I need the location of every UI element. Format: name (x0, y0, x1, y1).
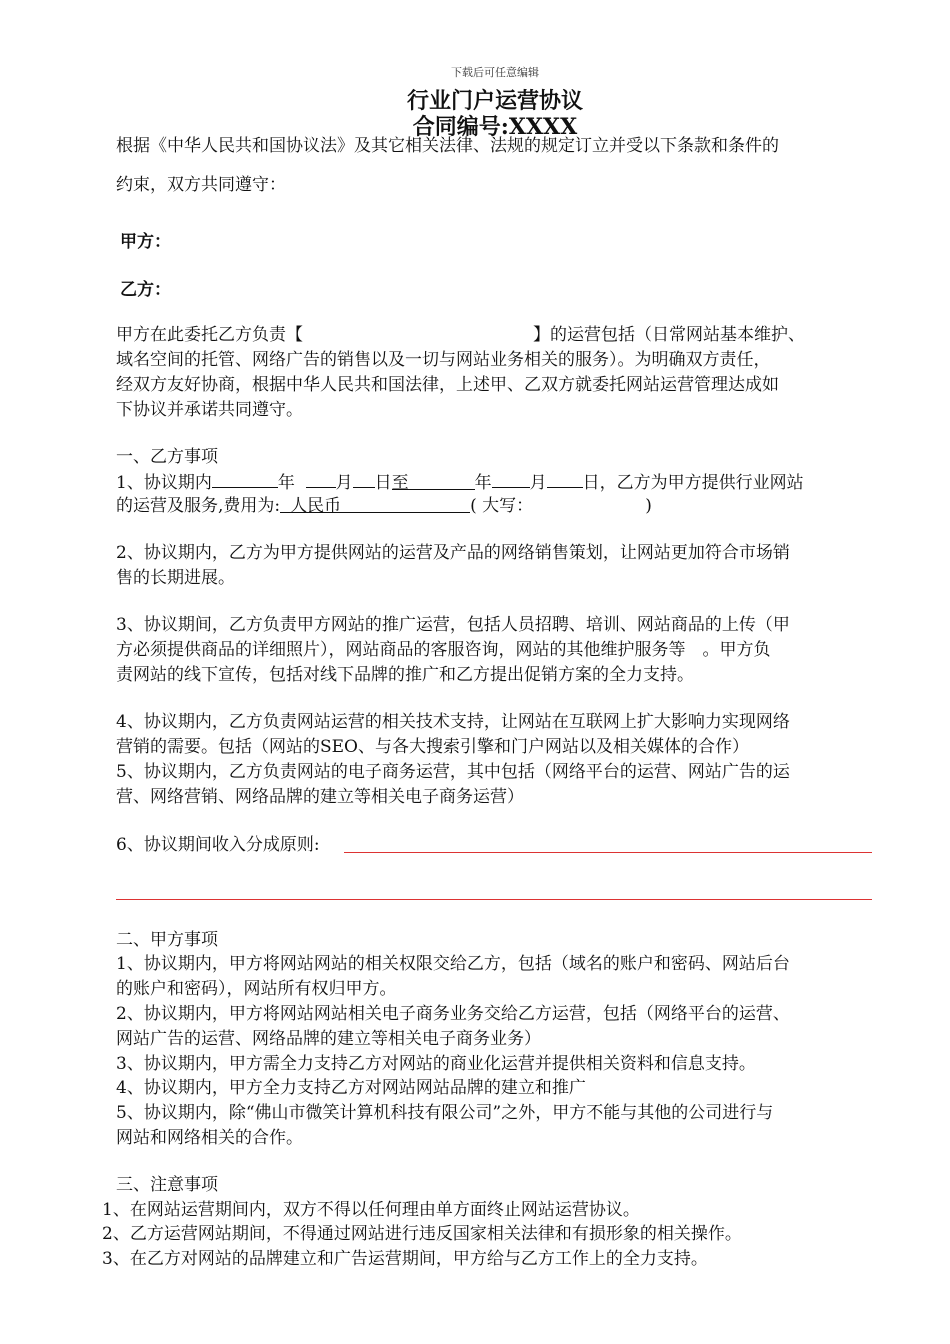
sec2-line: 网站和网络相关的合作。 (116, 1128, 303, 1148)
revenue-share-blank-line-1[interactable] (344, 852, 872, 853)
sec3-line: 3、在乙方对网站的品牌建立和广告运营期间，甲方给与乙方工作上的全力支持。 (102, 1249, 708, 1269)
sec2-line: 4、协议期内，甲方全力支持乙方对网站网站品牌的建立和推广 (116, 1078, 586, 1098)
item-3-line-1: 3、协议期间，乙方负责甲方网站的推广运营，包括人员招聘、培训、网站商品的上传（甲 (116, 615, 790, 635)
sec3-line: 1、在网站运营期间内，双方不得以任何理由单方面终止网站运营协议。 (102, 1200, 640, 1220)
close-paren: ) (645, 496, 652, 516)
section-3-heading: 三、注意事项 (116, 1175, 218, 1195)
intro-line-2: 约束，双方共同遵守： (116, 175, 286, 195)
section-1-heading: 一、乙方事项 (116, 447, 218, 467)
start-year-blank[interactable] (212, 469, 278, 488)
end-month-label: 月 (529, 473, 547, 493)
amount-in-words-label: ( 大写： (470, 496, 534, 516)
section-2-heading: 二、甲方事项 (116, 930, 218, 950)
start-month-blank[interactable] (306, 469, 336, 488)
revenue-share-blank-line-2[interactable] (116, 899, 872, 900)
item-6-revenue-share: 6、协议期间收入分成原则: (116, 835, 320, 855)
intro-line-1: 根据《中华人民共和国协议法》及其它相关法律、法规的规定订立并受以下条款和条件的 (116, 136, 779, 156)
term-line (116, 469, 804, 495)
sec2-line: 的账户和密码），网站所有权归甲方。 (116, 979, 397, 999)
delegation-line-1 (116, 323, 805, 347)
party-a-label: 甲方： (120, 232, 171, 252)
sec3-line: 2、乙方运营网站期间，不得通过网站进行违反国家相关法律和有损形象的相关操作。 (102, 1224, 742, 1244)
item-2-line-1: 2、协议期内，乙方为甲方提供网站的运营及产品的网络销售策划，让网站更加符合市场销 (116, 543, 790, 563)
sec2-line: 1、协议期内，甲方将网站网站的相关权限交给乙方，包括（域名的账户和密码、网站后台 (116, 954, 790, 974)
term-suffix: 日，乙方为甲方提供行业网站 (582, 473, 804, 493)
delegation-line-3: 经双方友好协商，根据中华人民共和国法律，上述甲、乙双方就委托网站运营管理达成如 (116, 375, 779, 395)
document-title: 行业门户运营协议 (406, 88, 583, 114)
sec2-line: 网站广告的运营、网络品牌的建立等相关电子商务业务） (116, 1029, 541, 1049)
party-b-label: 乙方： (120, 280, 171, 300)
end-day-blank[interactable] (547, 469, 583, 488)
start-day-blank[interactable] (353, 469, 375, 488)
rmb-label: 人民币 (290, 496, 342, 516)
day-label: 日 (374, 473, 392, 493)
item-2-line-2: 售的长期进展。 (116, 568, 235, 588)
term-prefix: 1、协议期内 (116, 473, 212, 493)
fee-line (116, 494, 652, 518)
delegation-line-4: 下协议并承诺共同遵守。 (116, 400, 303, 420)
sec2-line: 2、协议期内，甲方将网站网站相关电子商务业务交给乙方运营，包括（网络平台的运营、 (116, 1004, 790, 1024)
to-label: 至 (392, 471, 475, 490)
end-year-label: 年 (474, 473, 492, 493)
item-3-line-2: 方必须提供商品的详细照片），网站商品的客服咨询，网站的其他维护服务等 。甲方负 (116, 640, 771, 660)
contract-number: 合同编号:XXXX (412, 114, 578, 140)
item-4-line-1: 4、协议期内，乙方负责网站运营的相关技术支持，让网站在互联网上扩大影响力实现网络 (116, 712, 790, 732)
year-label: 年 (277, 473, 295, 493)
fee-amount-blank[interactable] (280, 494, 470, 516)
item-5-line-1: 5、协议期内，乙方负责网站的电子商务运营，其中包括（网络平台的运营、网站广告的运 (116, 762, 790, 782)
item-3-line-3: 责网站的线下宣传，包括对线下品牌的推广和乙方提出促销方案的全力支持。 (116, 665, 694, 685)
delegation-line-2: 域名空间的托管、网络广告的销售以及一切与网站业务相关的服务）。为明确双方责任， (116, 350, 771, 370)
end-month-blank[interactable] (492, 469, 530, 488)
month-label: 月 (335, 473, 353, 493)
sec2-line: 3、协议期内，甲方需全力支持乙方对网站的商业化运营并提供相关资料和信息支持。 (116, 1054, 756, 1074)
download-note: 下载后可任意编辑 (451, 66, 539, 79)
delegation-text-a: 甲方在此委托乙方负责【 (116, 325, 303, 345)
item-5-line-2: 营、网络营销、网络品牌的建立等相关电子商务运营） (116, 787, 524, 807)
item-4-line-2: 营销的需要。包括（网站的SEO、与各大搜索引擎和门户网站以及相关媒体的合作） (116, 737, 749, 757)
sec2-line: 5、协议期内，除“佛山市微笑计算机科技有限公司”之外，甲方不能与其他的公司进行与 (116, 1103, 774, 1123)
delegation-text-b: 】的运营包括（日常网站基本维护、 (533, 325, 805, 345)
fee-label: 的运营及服务,费用为: (116, 496, 281, 516)
